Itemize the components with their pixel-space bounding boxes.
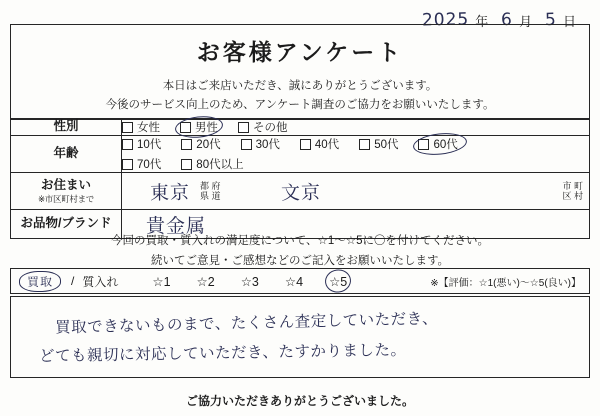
checkbox-icon[interactable]	[122, 122, 133, 133]
date-day-unit: 日	[562, 14, 576, 29]
age-option-50[interactable]	[359, 136, 398, 152]
checkbox-icon[interactable]	[181, 139, 192, 150]
item-label: お品物/ブランド	[11, 210, 122, 239]
age-label: 年齢	[11, 136, 122, 173]
comment-box[interactable]	[10, 296, 590, 378]
rating-kind-other[interactable]: 質入れ	[82, 274, 119, 289]
address-prefecture-value: 東京	[149, 181, 191, 204]
city-unit-top: 市 町	[562, 180, 583, 191]
checkbox-icon[interactable]	[418, 139, 429, 150]
city-unit	[562, 181, 583, 202]
gender-label: 性別	[11, 119, 122, 136]
date-day-value: 5	[544, 9, 558, 31]
gender-options[interactable]	[122, 119, 590, 136]
instruction-line-1: 今回の買取・質入れの満足度について、☆1～☆5に〇を付けてください。	[111, 235, 489, 247]
lead-line-2: 今後のサービス向上のため、アンケート調査のご協力をお願いいたします。	[105, 98, 495, 111]
prefecture-unit-top: 都 府	[200, 180, 221, 191]
lead-text	[11, 77, 589, 115]
age-option-80plus[interactable]	[181, 156, 243, 172]
respondent-table	[10, 118, 590, 239]
gender-option-label: 女性	[137, 122, 160, 134]
age-option-label: 40代	[314, 139, 340, 151]
checkbox-icon[interactable]	[241, 139, 252, 150]
age-option-label: 60代	[433, 139, 458, 151]
star-option-4[interactable]: ☆4	[284, 274, 304, 289]
star-option-2[interactable]: ☆2	[196, 274, 215, 289]
star-option-3[interactable]: ☆3	[240, 274, 259, 289]
lead-line-1: 本日はご来店いただき、誠にありがとうございます。	[162, 80, 438, 92]
star-option-5-label: ☆5	[329, 274, 348, 289]
prefecture-unit	[200, 181, 221, 202]
table-row-address	[11, 173, 590, 210]
rating-row[interactable]	[10, 268, 590, 294]
title-block	[10, 24, 590, 120]
address-city-value: 文京	[280, 181, 321, 204]
item-value: 貴金属	[146, 214, 207, 237]
checkbox-icon[interactable]	[181, 159, 192, 170]
date-year-unit: 年	[475, 14, 489, 29]
city-unit-bottom: 区 村	[562, 191, 583, 201]
footer-thanks: ご協力いただきありがとうございました。	[185, 394, 414, 408]
gender-option-label: その他	[253, 122, 288, 134]
checkbox-icon[interactable]	[122, 159, 133, 170]
date-month-value: 6	[501, 9, 514, 31]
table-row-gender	[11, 119, 590, 136]
age-option-70[interactable]	[122, 156, 161, 172]
address-label-text: お住まい	[40, 177, 91, 192]
page-title: お客様アンケート	[196, 39, 404, 65]
age-option-label: 50代	[374, 139, 399, 151]
gender-option-male[interactable]	[180, 119, 218, 135]
address-value-cell[interactable]	[122, 173, 590, 210]
age-option-20[interactable]	[181, 136, 220, 152]
gender-option-other[interactable]	[238, 119, 288, 135]
circle-mark-icon	[324, 268, 353, 294]
prefecture-unit-bottom: 県 道	[200, 191, 221, 201]
age-option-30[interactable]	[241, 136, 280, 152]
star-rating[interactable]	[152, 274, 373, 289]
star-option-1[interactable]: ☆1	[152, 274, 171, 289]
address-sublabel-text: ※市区町村まで	[37, 193, 95, 204]
checkbox-icon[interactable]	[300, 139, 311, 150]
comment-line-1: 買取できないものまで、たくさん査定していただき、	[54, 309, 439, 337]
checkbox-icon[interactable]	[359, 139, 370, 150]
age-option-60[interactable]	[418, 136, 457, 152]
rating-note: ※【評価：☆1(悪い)～☆5(良い)】	[430, 277, 581, 289]
age-option-10[interactable]	[122, 136, 161, 152]
star-option-5[interactable]	[329, 274, 347, 289]
age-option-label: 80代以上	[196, 159, 244, 171]
gender-option-label: 男性	[195, 122, 218, 134]
age-option-40[interactable]	[300, 136, 339, 152]
rating-kind-selected[interactable]: 買取	[19, 270, 61, 292]
gender-option-female[interactable]	[122, 119, 160, 135]
age-options[interactable]	[122, 136, 590, 173]
age-option-label: 70代	[137, 159, 162, 171]
checkbox-icon[interactable]	[122, 139, 133, 150]
satisfaction-instructions	[0, 232, 600, 271]
instruction-line-2: 続いてご意見・ご感想などのご記入をお願いいたします。	[150, 254, 450, 267]
age-option-label: 10代	[137, 139, 162, 151]
date-year-value: 2025	[421, 9, 470, 31]
address-label	[11, 173, 122, 210]
age-option-label: 30代	[255, 139, 280, 151]
date-month-unit: 月	[519, 14, 533, 29]
age-option-label: 20代	[196, 139, 221, 151]
comment-line-2: どても親切に対応していただき、たすかりました。	[38, 340, 407, 366]
checkbox-icon[interactable]	[180, 122, 191, 133]
checkbox-icon[interactable]	[238, 122, 249, 133]
table-row-age	[11, 136, 590, 173]
rating-kind-separator: /	[71, 274, 75, 288]
